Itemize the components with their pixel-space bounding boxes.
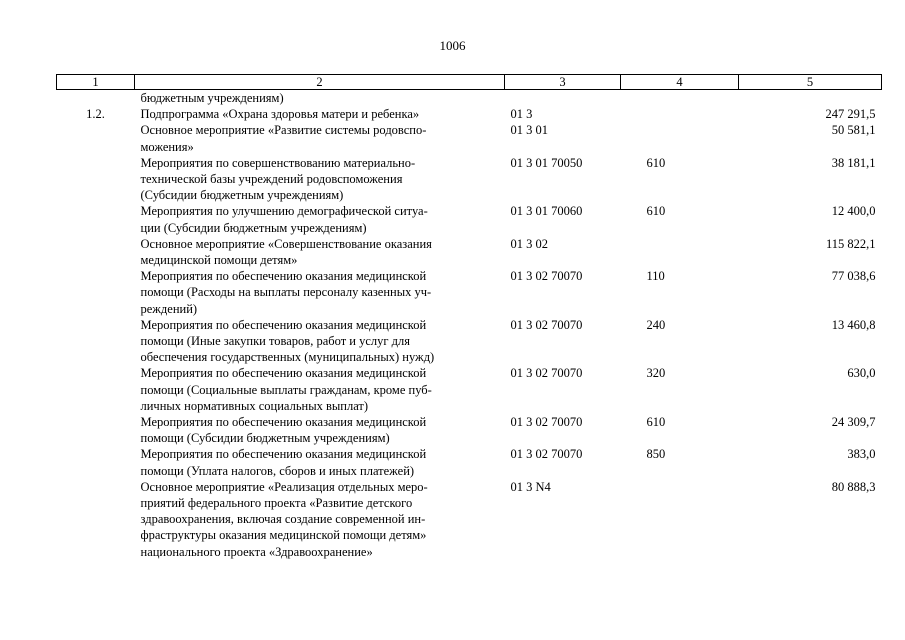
- row-expense-type: 610: [646, 155, 666, 170]
- row-number: [57, 479, 135, 560]
- row-code: 01 3 02 70070: [510, 366, 583, 381]
- row-expense-type: 610: [646, 204, 666, 219]
- row-number: [57, 414, 135, 446]
- description-line: Подпрограмма «Охрана здоровья матери и ребенка»: [140, 107, 420, 122]
- description-line: Основное мероприятие «Развитие системы родовспо-: [140, 123, 427, 138]
- row-description: [135, 155, 505, 204]
- row-description: [135, 122, 505, 154]
- row-number: 1.2.: [86, 107, 105, 122]
- budget-table: [56, 74, 882, 560]
- description-line: помощи (Расходы на выплаты персоналу казенных уч-: [140, 285, 432, 300]
- description-line: личных нормативных социальных выплат): [140, 398, 369, 413]
- row-description: [135, 365, 505, 414]
- row-number: [57, 236, 135, 268]
- row-expense-type: [621, 122, 739, 154]
- description-line: фраструктуры оказания медицинской помощи детям»: [140, 528, 427, 543]
- table-row: [57, 155, 882, 204]
- description-line: Мероприятия по улучшению демографической ситуа-: [140, 204, 428, 219]
- description-line: ции (Субсидии бюджетным учреждениям): [140, 220, 367, 235]
- description-line: можения»: [140, 139, 194, 154]
- row-amount: 24 309,7: [831, 415, 876, 430]
- description-line: помощи (Уплата налогов, сборов и иных платежей): [140, 463, 415, 478]
- row-expense-type: 850: [646, 447, 666, 462]
- table-row: [57, 414, 882, 446]
- description-line: Мероприятия по обеспечению оказания медицинской: [140, 269, 427, 284]
- row-amount: 247 291,5: [825, 107, 876, 122]
- row-expense-type: 320: [646, 366, 666, 381]
- row-description: [135, 446, 505, 478]
- row-amount: 115 822,1: [825, 236, 876, 251]
- row-code: 01 3 01: [510, 123, 548, 138]
- row-code: 01 3 02 70070: [510, 415, 583, 430]
- header-row: [57, 75, 882, 90]
- table-row: [57, 317, 882, 366]
- row-amount: 80 888,3: [831, 479, 876, 494]
- description-line: Мероприятия по обеспечению оказания медицинской: [140, 447, 427, 462]
- row-amount: 13 460,8: [831, 317, 876, 332]
- description-line: Основное мероприятие «Совершенствование оказания: [140, 236, 432, 251]
- description-line: обеспечения государственных (муниципальных) нужд): [140, 350, 435, 365]
- row-expense-type: 240: [646, 317, 666, 332]
- description-line: Мероприятия по обеспечению оказания медицинской: [140, 366, 427, 381]
- row-amount: 383,0: [847, 447, 876, 462]
- row-expense-type: [621, 479, 739, 560]
- header-cell-5: 5: [739, 75, 882, 90]
- row-code: 01 3 02 70070: [510, 447, 583, 462]
- description-line: Мероприятия по совершенствованию материально-: [140, 155, 416, 170]
- table-row: [57, 268, 882, 317]
- description-line: медицинской помощи детям»: [140, 253, 298, 268]
- table-row: [57, 106, 882, 122]
- row-description: [135, 236, 505, 268]
- row-number: [57, 365, 135, 414]
- description-line: здравоохранения, включая создание современной ин-: [140, 512, 426, 527]
- row-expense-type: [621, 106, 739, 122]
- row-amount: 12 400,0: [831, 204, 876, 219]
- row-code: 01 3 02: [510, 236, 548, 251]
- description-line: приятий федерального проекта «Развитие детского: [140, 496, 413, 511]
- row-code: 01 3 02 70070: [510, 317, 583, 332]
- row-code: 01 3 02 70070: [510, 269, 583, 284]
- description-line: национального проекта «Здравоохранение»: [140, 544, 373, 559]
- continuation-row: [57, 90, 882, 107]
- row-number: [57, 155, 135, 204]
- row-code: 01 3 N4: [510, 479, 551, 494]
- description-line: технической базы учреждений родовспоможения: [140, 172, 403, 187]
- row-description: [135, 203, 505, 235]
- table-row: [57, 479, 882, 560]
- row-amount: 50 581,1: [831, 123, 876, 138]
- table-row: [57, 122, 882, 154]
- description-line: Основное мероприятие «Реализация отдельных меро-: [140, 479, 428, 494]
- row-expense-type: 110: [646, 269, 665, 284]
- row-number: [57, 122, 135, 154]
- table-row: [57, 365, 882, 414]
- table-row: [57, 203, 882, 235]
- description-line: помощи (Субсидии бюджетным учреждениям): [140, 431, 390, 446]
- description-line: реждений): [140, 301, 198, 316]
- continuation-text: бюджетным учреждениям): [140, 91, 284, 105]
- header-cell-1: 1: [57, 75, 135, 90]
- header-cell-3: 3: [505, 75, 621, 90]
- row-description: [135, 106, 505, 122]
- description-line: помощи (Социальные выплаты гражданам, кроме пуб-: [140, 382, 432, 397]
- row-description: [135, 268, 505, 317]
- row-number: [57, 317, 135, 366]
- header-cell-2: 2: [135, 75, 505, 90]
- header-cell-4: 4: [621, 75, 739, 90]
- row-expense-type: [621, 236, 739, 268]
- description-line: помощи (Иные закупки товаров, работ и услуг для: [140, 334, 410, 349]
- table-row: [57, 236, 882, 268]
- description-line: Мероприятия по обеспечению оказания медицинской: [140, 415, 427, 430]
- table-row: [57, 446, 882, 478]
- row-number: [57, 446, 135, 478]
- row-code: 01 3 01 70060: [510, 204, 583, 219]
- page-number: 1006: [439, 38, 466, 53]
- row-description: [135, 317, 505, 366]
- row-amount: 630,0: [847, 366, 876, 381]
- row-number: [57, 268, 135, 317]
- row-description: [135, 479, 505, 560]
- row-amount: 77 038,6: [831, 269, 876, 284]
- row-description: [135, 414, 505, 446]
- description-line: Мероприятия по обеспечению оказания медицинской: [140, 317, 427, 332]
- row-expense-type: 610: [646, 415, 666, 430]
- row-amount: 38 181,1: [831, 155, 876, 170]
- row-code: 01 3: [510, 107, 533, 122]
- row-number: [57, 203, 135, 235]
- description-line: (Субсидии бюджетным учреждениям): [140, 188, 344, 203]
- row-code: 01 3 01 70050: [510, 155, 583, 170]
